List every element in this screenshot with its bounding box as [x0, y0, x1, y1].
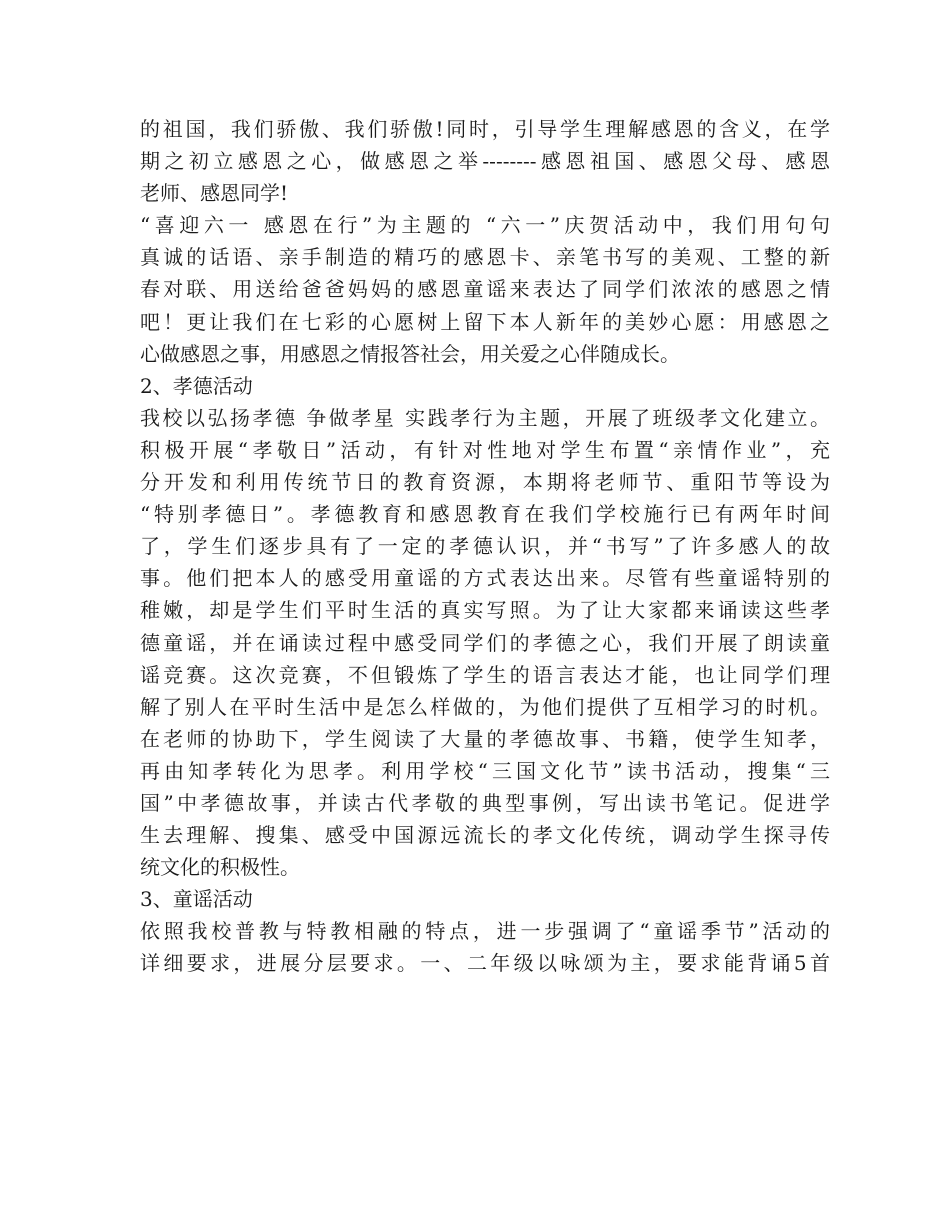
- text-line: 德童谣，并在诵读过程中感受同学们的孝德之心，我们开展了朗读童: [140, 630, 830, 655]
- section-heading: 3、童谣活动: [140, 887, 253, 912]
- text-line: 谣竞赛。这次竞赛，不但锻炼了学生的语言表达才能，也让同学们理: [140, 662, 830, 687]
- text-line: 解了别人在平时生活中是怎么样做的，为他们提供了互相学习的时机。: [140, 694, 830, 719]
- text-line: 期之初立感恩之心，做感恩之举--------感恩祖国、感恩父母、感恩: [140, 149, 830, 174]
- text-line: 再由知孝转化为思孝。利用学校“三国文化节”读书活动，搜集“三: [140, 758, 830, 783]
- text-line: 统文化的积极性。: [140, 855, 300, 880]
- text-line: 分开发和利用传统节日的教育资源，本期将老师节、重阳节等设为: [140, 470, 830, 495]
- text-line: 真诚的话语、亲手制造的精巧的感恩卡、亲笔书写的美观、工整的新: [140, 245, 830, 270]
- text-line: 我校以弘扬孝德 争做孝星 实践孝行为主题，开展了班级孝文化建立。: [140, 405, 830, 430]
- text-line: 吧！更让我们在七彩的心愿树上留下本人新年的美妙心愿：用感恩之: [140, 309, 830, 334]
- body-text: [140, 113, 830, 980]
- text-line: 的祖国，我们骄傲、我们骄傲!同时，引导学生理解感恩的含义，在学: [140, 117, 830, 141]
- text-line: 稚嫩，却是学生们平时生活的真实写照。为了让大家都来诵读这些孝: [140, 598, 830, 623]
- text-line: 积极开展“孝敬日”活动，有针对性地对学生布置“亲情作业”，充: [140, 437, 830, 462]
- text-line: 依照我校普教与特教相融的特点，进一步强调了“童谣季节”活动的: [140, 919, 830, 944]
- text-line: 生去理解、搜集、感受中国源远流长的孝文化传统，调动学生探寻传: [140, 823, 830, 848]
- text-line: 春对联、用送给爸爸妈妈的感恩童谣来表达了同学们浓浓的感恩之情: [140, 277, 830, 302]
- text-line: 详细要求，进展分层要求。一、二年级以咏颂为主，要求能背诵5首: [140, 951, 830, 976]
- text-line: “喜迎六一 感恩在行”为主题的 “六一”庆贺活动中，我们用句句: [140, 213, 830, 238]
- text-line: 国”中孝德故事，并读古代孝敬的典型事例，写出读书笔记。促进学: [140, 790, 830, 815]
- section-heading: 2、孝德活动: [140, 373, 253, 398]
- text-line: 心做感恩之事，用感恩之情报答社会，用关爱之心伴随成长。: [140, 341, 680, 366]
- text-line: 在老师的协助下，学生阅读了大量的孝德故事、书籍，使学生知孝，: [140, 726, 830, 751]
- text-line: 事。他们把本人的感受用童谣的方式表达出来。尽管有些童谣特别的: [140, 566, 830, 591]
- text-line: 了，学生们逐步具有了一定的孝德认识，并“书写”了许多感人的故: [140, 534, 830, 559]
- text-line: 老师、感恩同学!: [140, 181, 289, 206]
- text-line: “特别孝德日”。孝德教育和感恩教育在我们学校施行已有两年时间: [140, 502, 830, 527]
